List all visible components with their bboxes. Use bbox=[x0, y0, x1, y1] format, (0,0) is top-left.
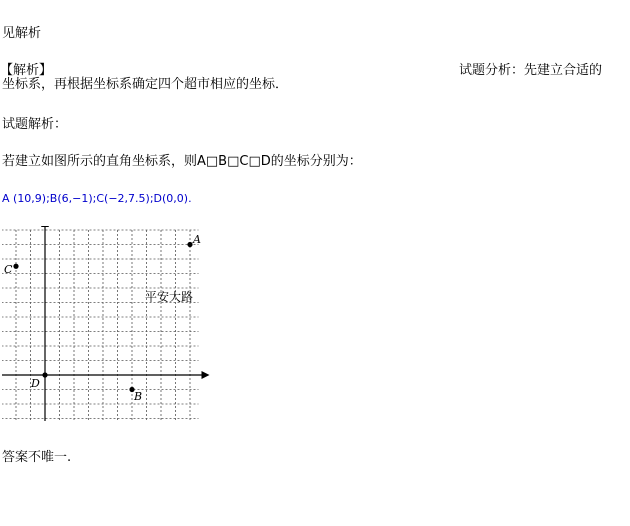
coordinate-grid-figure bbox=[2, 226, 217, 421]
point-c bbox=[13, 264, 18, 269]
point-d bbox=[42, 372, 47, 377]
analysis-summary-continued: 坐标系，再根据坐标系确定四个超市相应的坐标． bbox=[2, 77, 289, 92]
coordinates-answer: A (10,9);B(6,−1);C(−2,7.5);D(0,0). bbox=[2, 192, 192, 205]
x-axis-arrow bbox=[202, 371, 210, 379]
solution-heading: 试题解析： bbox=[2, 117, 68, 132]
point-c-label: C bbox=[4, 263, 13, 276]
conclusion-text: 答案不唯一. bbox=[2, 450, 72, 465]
analysis-summary-start: 试题分析：先建立合适的 bbox=[459, 63, 603, 78]
road-label: 平安大路 bbox=[145, 290, 194, 304]
grid-lines bbox=[2, 230, 199, 421]
y-axis-arrow bbox=[41, 226, 49, 227]
solution-statement: 若建立如图所示的直角坐标系，则A□B□C□D的坐标分别为： bbox=[2, 154, 362, 169]
point-b-label: B bbox=[134, 390, 143, 403]
point-a-label: A bbox=[193, 233, 201, 246]
point-a bbox=[187, 242, 192, 247]
point-d-label: D bbox=[31, 377, 40, 390]
analysis-label: 【解析】 bbox=[0, 63, 53, 78]
answer-heading: 见解析 bbox=[2, 26, 42, 41]
axes bbox=[2, 226, 210, 421]
